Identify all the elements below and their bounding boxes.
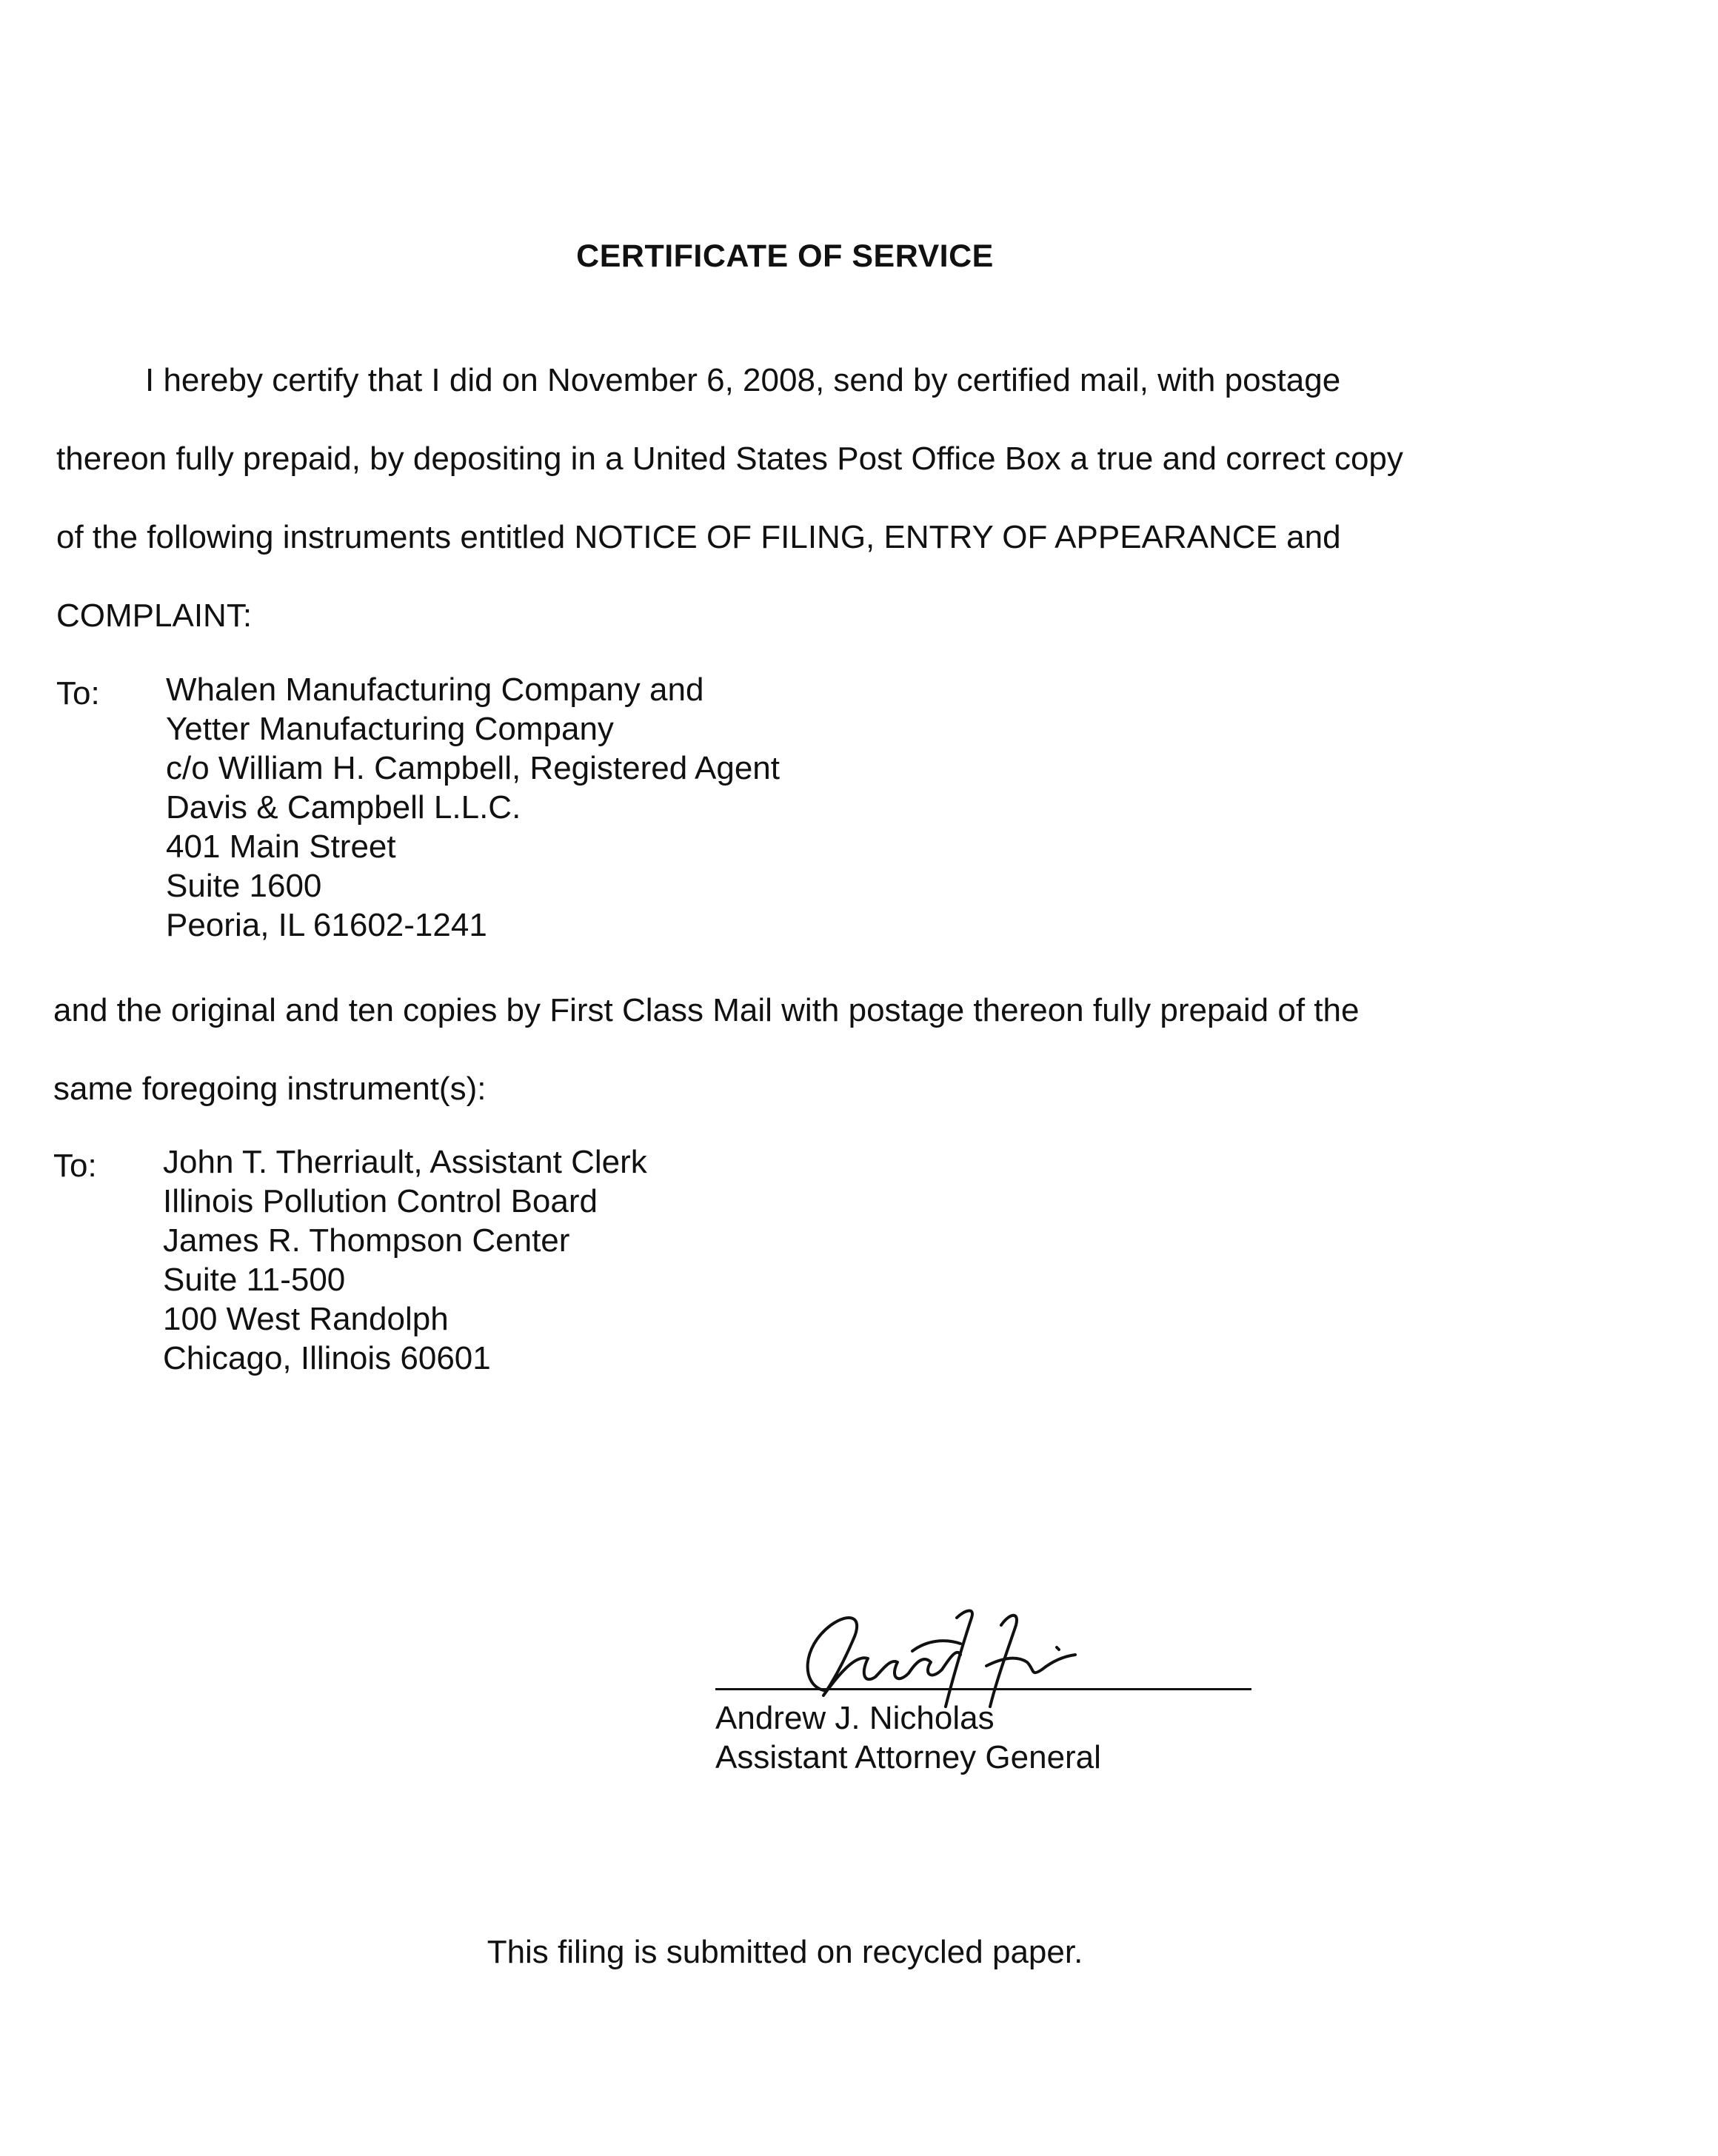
recipient2-address-line: James R. Thompson Center [163, 1222, 570, 1259]
recipient1-address-line: 401 Main Street [166, 828, 396, 865]
recipient1-to-label: To: [56, 675, 100, 712]
recipient1-address-line: Whalen Manufacturing Company and [166, 672, 704, 708]
recipient1-address-line: Peoria, IL 61602-1241 [166, 907, 487, 943]
page-title: CERTIFICATE OF SERVICE [576, 238, 994, 274]
certification-line-4: COMPLAINT: [56, 597, 253, 634]
signer-name: Andrew J. Nicholas [715, 1700, 995, 1736]
original-copies-line-1: and the original and ten copies by First Class Mail with postage thereon fully prepaid of the [53, 992, 1360, 1028]
recipient2-address-line: Suite 11-500 [163, 1262, 346, 1298]
certification-line-3: of the following instruments entitled NOTICE OF FILING, ENTRY OF APPEARANCE and [56, 519, 1341, 555]
recipient2-address-line: 100 West Randolph [163, 1301, 449, 1337]
recipient2-address-line: Chicago, Illinois 60601 [163, 1340, 491, 1376]
signature-block [715, 1596, 1256, 1781]
signer-title: Assistant Attorney General [715, 1739, 1101, 1775]
recipient2-address [163, 1142, 647, 1378]
recycled-paper-note: This filing is submitted on recycled paper. [487, 1934, 1083, 1970]
certification-line-1: I hereby certify that I did on November 6, 2008, send by certified mail, with postage [145, 362, 1341, 398]
original-copies-line-2: same foregoing instrument(s): [53, 1071, 487, 1107]
recipient1-address-line: Davis & Campbell L.L.C. [166, 789, 521, 826]
certification-line-2: thereon fully prepaid, by depositing in a United States Post Office Box a true and correct copy [56, 441, 1403, 477]
recipient2-address-line: Illinois Pollution Control Board [163, 1183, 598, 1219]
recipient1-address-line: Yetter Manufacturing Company [166, 711, 614, 747]
recipient1-address [166, 670, 780, 945]
recipient2-address-line: John T. Therriault, Assistant Clerk [163, 1144, 647, 1180]
signature-line [715, 1688, 1251, 1690]
recipient1-address-line: c/o William H. Campbell, Registered Agent [166, 750, 780, 786]
recipient1-address-line: Suite 1600 [166, 868, 322, 904]
recipient2-to-label: To: [53, 1148, 97, 1184]
